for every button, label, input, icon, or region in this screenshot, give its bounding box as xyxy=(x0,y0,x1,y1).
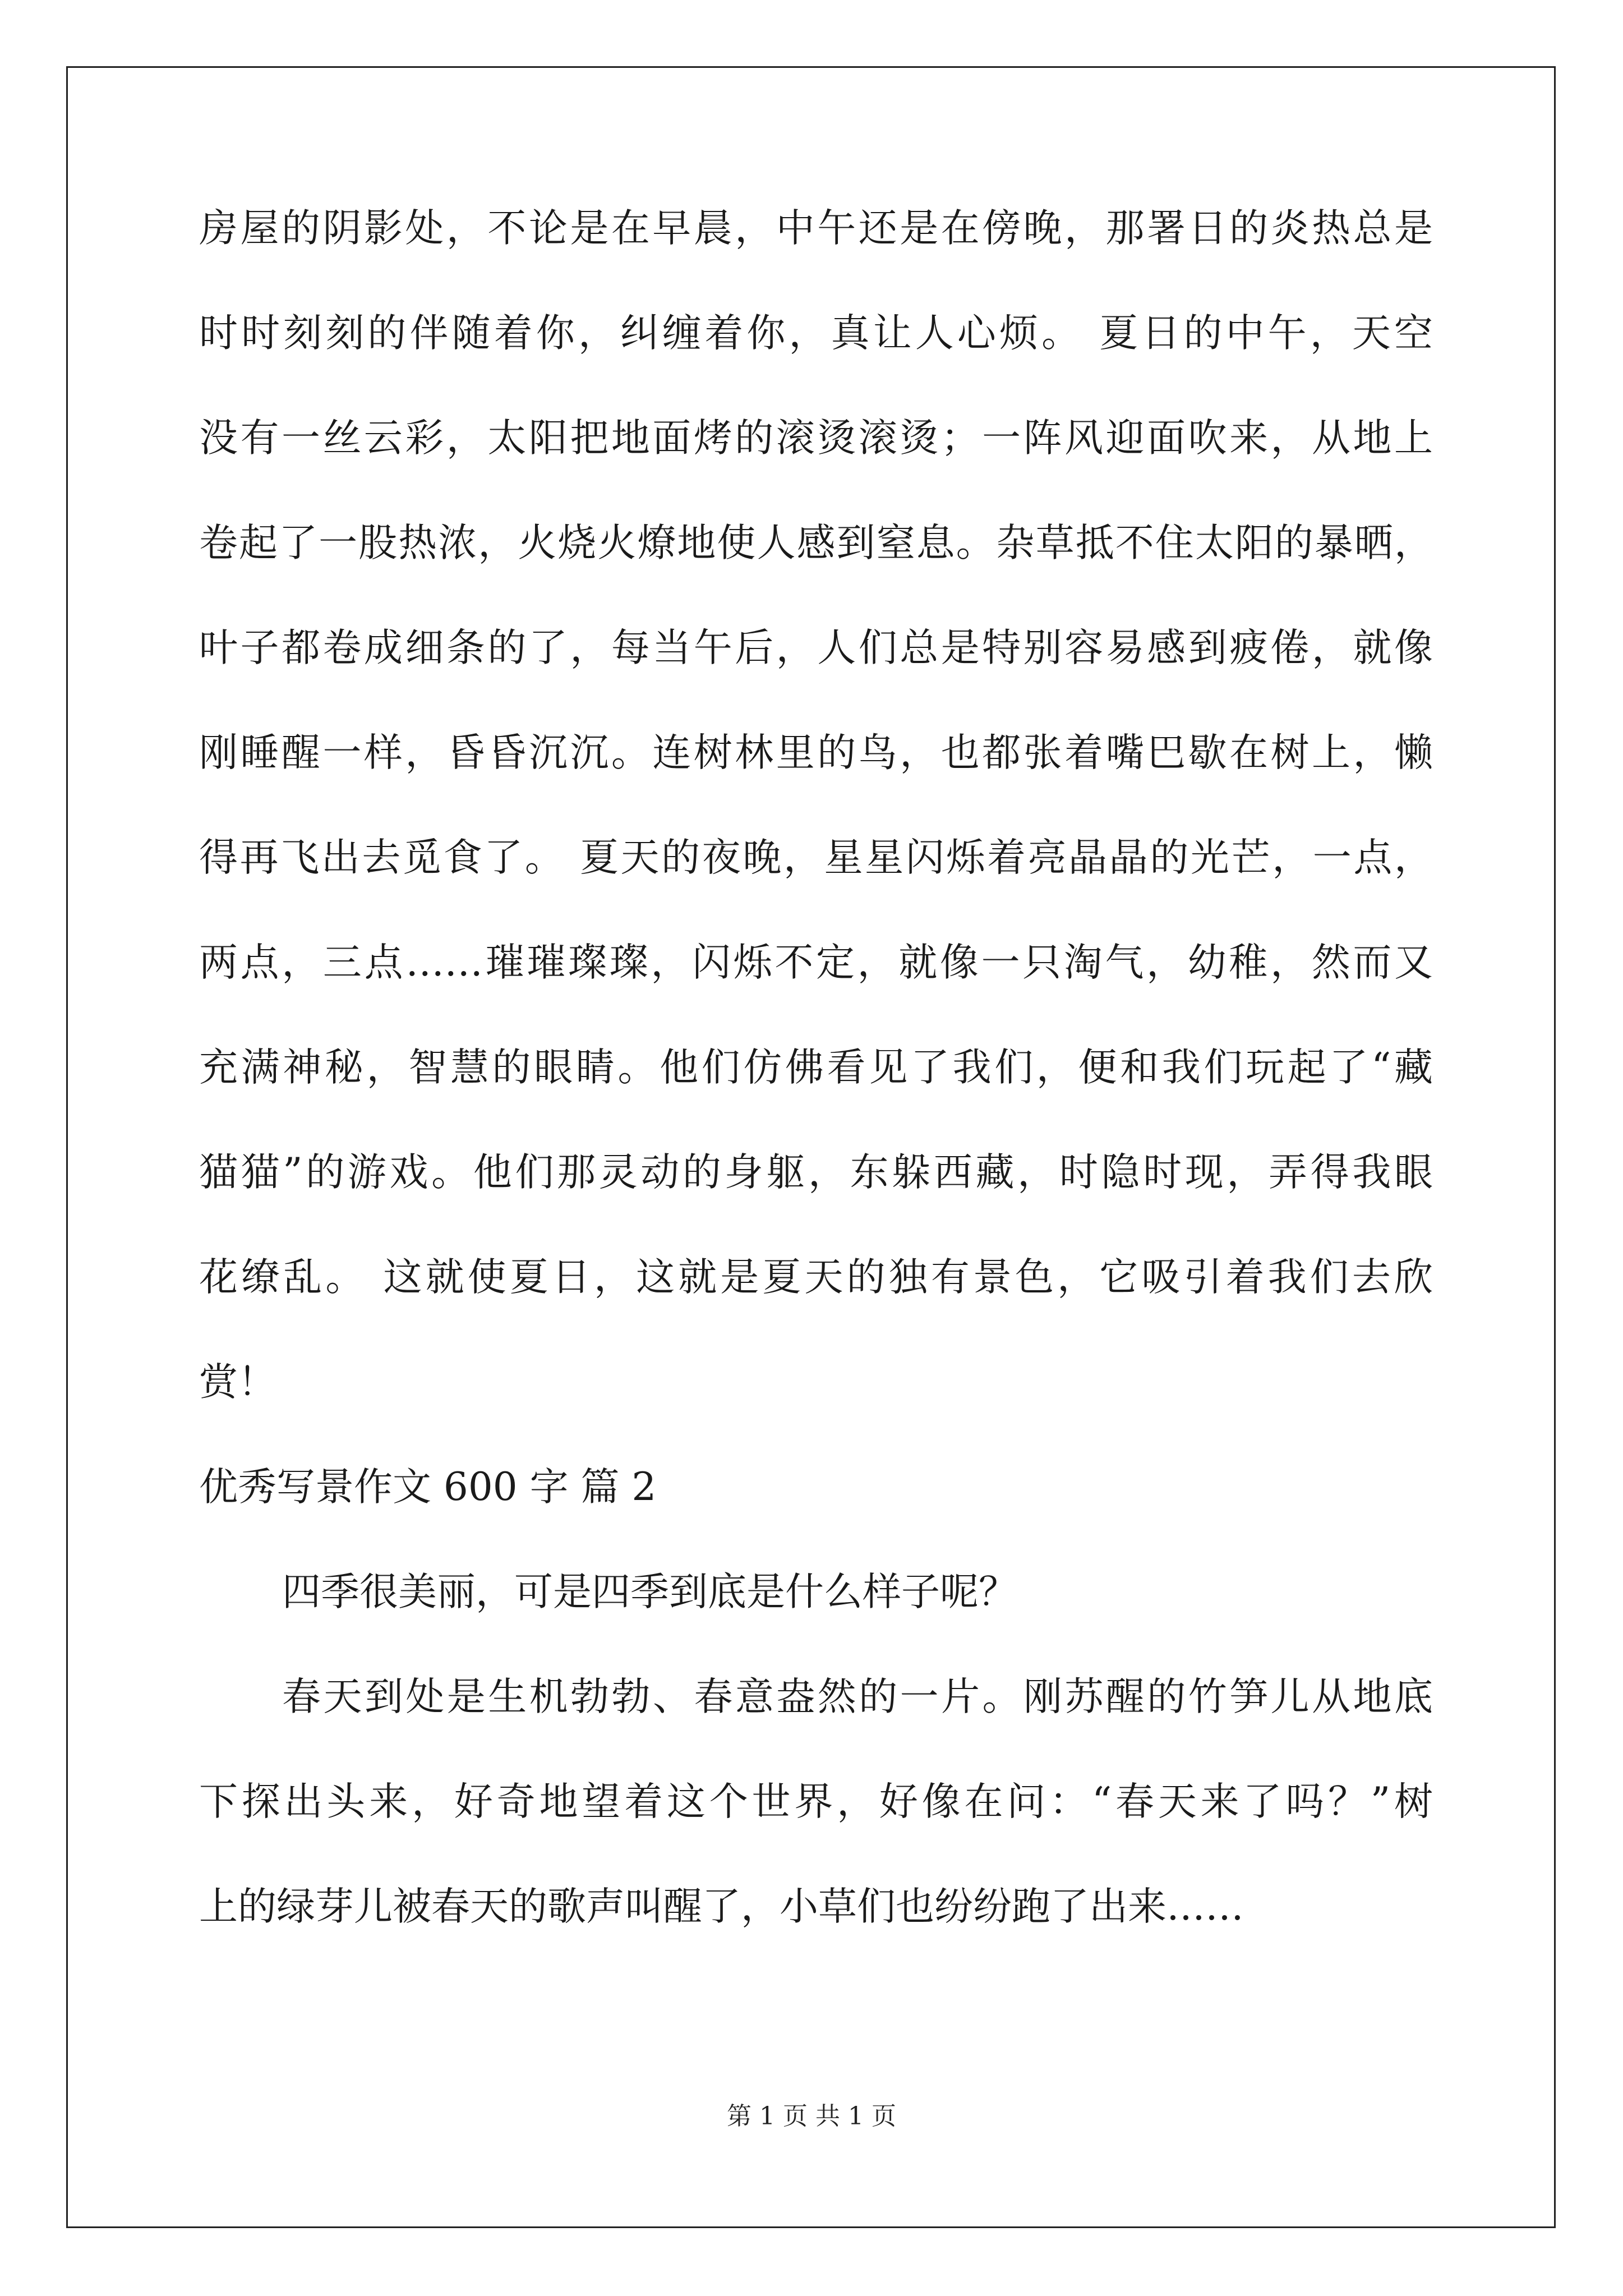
text-line: 上的绿芽儿被春天的歌声叫醒了，小草们也纷纷跑了出来…… xyxy=(199,1884,1244,1929)
text-line: 叶子都卷成细条的了，每当午后，人们总是特别容易感到疲倦，就像 xyxy=(199,625,1433,670)
text-line: 赏！ xyxy=(199,1360,276,1405)
text-line: 两点，三点……璀璀璨璨，闪烁不定，就像一只淘气，幼稚，然而又 xyxy=(199,940,1433,985)
document-body xyxy=(199,202,1433,1985)
text-line: 得再飞出去觅食了。 夏天的夜晚，星星闪烁着亮晶晶的光芒，一点， xyxy=(199,835,1433,880)
text-line: 充满神秘，智慧的眼睛。他们仿佛看见了我们，便和我们玩起了“藏 xyxy=(199,1045,1433,1090)
text-line: 猫猫”的游戏。他们那灵动的身躯，东躲西藏，时隐时现，弄得我眼 xyxy=(199,1150,1433,1195)
text-line: 春天到处是生机勃勃、春意盎然的一片。刚苏醒的竹笋儿从地底 xyxy=(282,1674,1433,1719)
page-footer: 第 1 页 共 1 页 xyxy=(727,2102,896,2131)
text-line: 时时刻刻的伴随着你，纠缠着你，真让人心烦。 夏日的中午，天空 xyxy=(199,311,1433,356)
text-line: 卷起了一股热浓，火烧火燎地使人感到窒息。杂草抵不住太阳的暴晒， xyxy=(199,521,1433,565)
text-line: 下探出头来，好奇地望着这个世界，好像在问：“春天来了吗？”树 xyxy=(199,1779,1433,1824)
text-line: 四季很美丽，可是四季到底是什么样子呢？ xyxy=(282,1570,1017,1614)
text-line: 没有一丝云彩，太阳把地面烤的滚烫滚烫；一阵风迎面吹来，从地上 xyxy=(199,416,1433,461)
text-line: 刚睡醒一样，昏昏沉沉。连树林里的鸟，也都张着嘴巴歇在树上，懒 xyxy=(199,730,1433,775)
section-heading: 优秀写景作文 600 字 篇 2 xyxy=(199,1465,657,1510)
text-line: 花缭乱。 这就使夏日，这就是夏天的独有景色，它吸引着我们去欣 xyxy=(199,1255,1433,1300)
text-line: 房屋的阴影处，不论是在早晨，中午还是在傍晚，那署日的炎热总是 xyxy=(199,206,1433,251)
